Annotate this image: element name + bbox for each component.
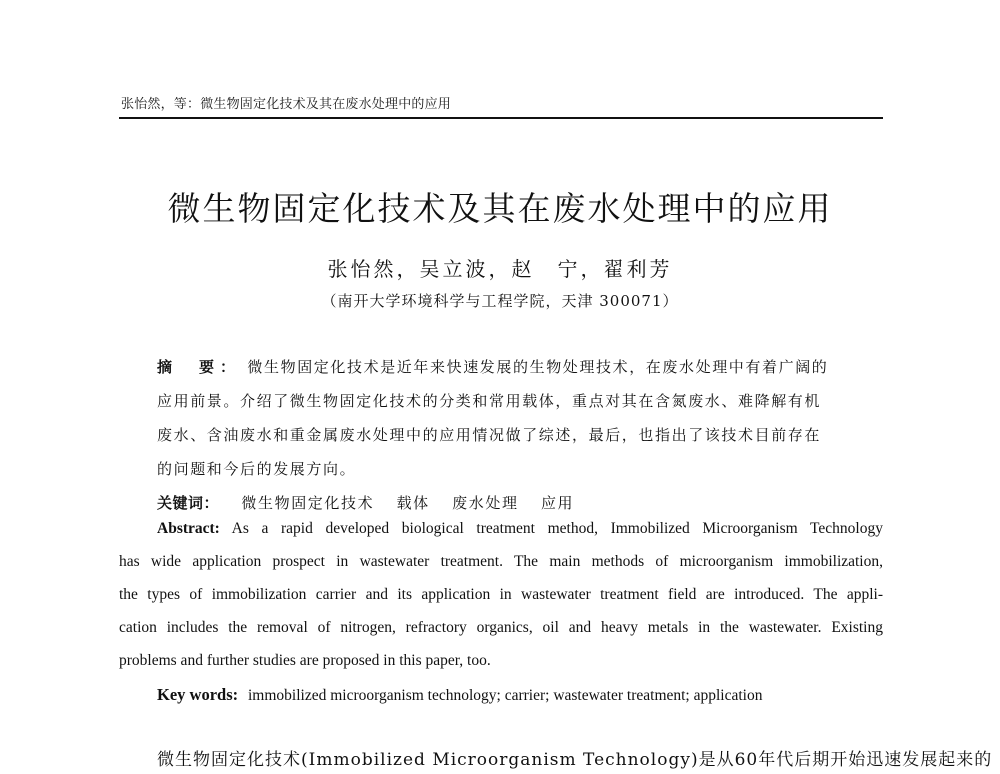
- header-rule: [119, 117, 883, 119]
- keyword-cn-item: 微生物固定化技术: [241, 494, 375, 512]
- keywords-en-text: immobilized microorganism technology; carrier; wastewater treatment; application: [248, 687, 763, 704]
- keywords-en: [157, 685, 883, 705]
- keywords-en-label: Key words:: [157, 685, 239, 704]
- abstract-cn-line: 应用前景。介绍了微生物固定化技术的分类和常用载体，重点对其在含氮废水、难降解有机: [157, 392, 822, 410]
- abstract-cn-line: 的问题和今后的发展方向。: [157, 460, 357, 478]
- keywords-cn: [157, 492, 574, 513]
- author-list: 张怡然，吴立波，赵 宁，翟利芳: [327, 257, 673, 281]
- abstract-cn-label: 摘 要：: [157, 358, 242, 376]
- abstract-en-line: [157, 520, 883, 538]
- running-head: 张怡然，等：微生物固定化技术及其在废水处理中的应用: [121, 97, 452, 112]
- abstract-cn-text: 微生物固定化技术是近年来快速发展的生物处理技术，在废水处理中有着广阔的: [247, 358, 829, 376]
- keyword-cn-item: 废水处理: [452, 494, 519, 512]
- keywords-cn-label: 关键词：: [157, 494, 220, 512]
- abstract-en-label: Abstract:: [157, 520, 220, 537]
- abstract-en-line: cation includes the removal of nitrogen, refractory organics, oil and heavy metals in the wastewater. Existing: [119, 619, 883, 636]
- keyword-cn-item: 应用: [540, 494, 575, 512]
- abstract-en-line: problems and further studies are proposed in this paper, too.: [119, 652, 491, 669]
- abstract-en-text: As a rapid developed biological treatment method, Immobilized Microorganism Technology: [231, 520, 883, 537]
- abstract-en-line: the types of immobilization carrier and its application in wastewater treatment field are introduced. The appli-: [119, 586, 883, 603]
- body-first-line: 微生物固定化技术(Immobilized Microorganism Technology)是从60年代后期开始迅速发展起来的: [157, 750, 993, 770]
- paper-title: 微生物固定化技术及其在废水处理中的应用: [167, 189, 833, 228]
- abstract-cn-line: [157, 356, 828, 377]
- affiliation: （南开大学环境科学与工程学院，天津 300071）: [321, 292, 679, 310]
- keyword-cn-item: 载体: [396, 494, 430, 512]
- abstract-cn-line: 废水、含油废水和重金属废水处理中的应用情况做了综述，最后，也指出了该技术目前存在: [157, 426, 822, 444]
- abstract-en-line: has wide application prospect in wastewater treatment. The main methods of microorganism immobilization,: [119, 553, 883, 570]
